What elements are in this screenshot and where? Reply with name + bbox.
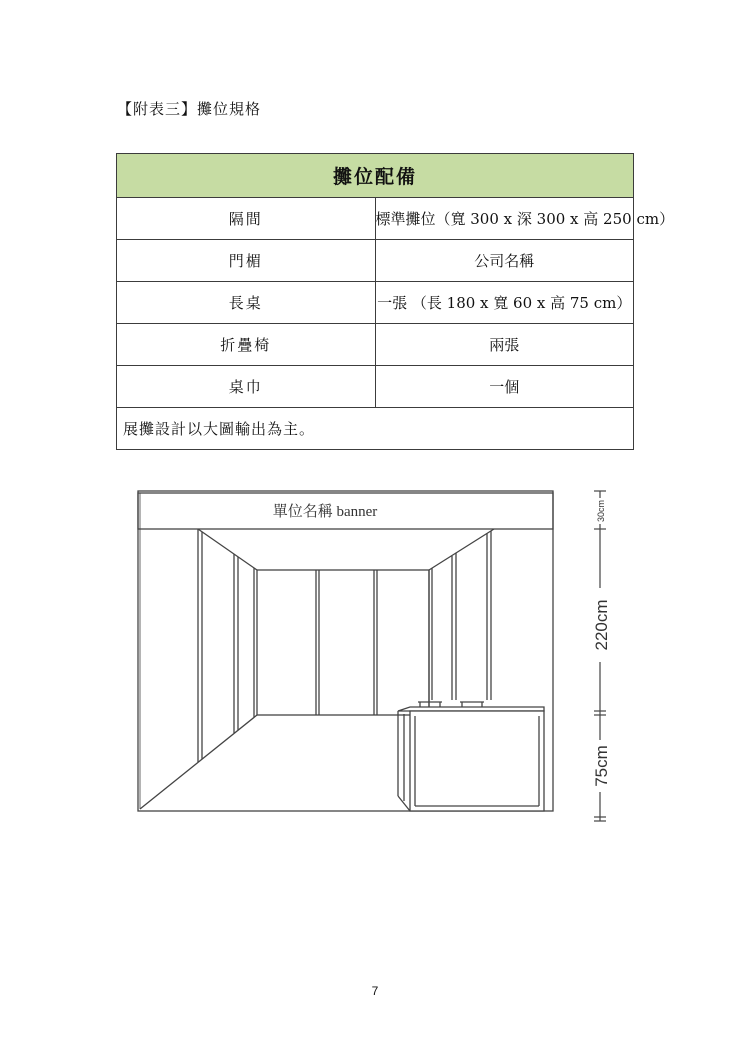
dimension-30cm: 30cm bbox=[596, 499, 606, 523]
table-row bbox=[117, 240, 634, 282]
row-label: 桌巾 bbox=[117, 366, 376, 408]
back-wall bbox=[257, 570, 429, 715]
row-label: 長桌 bbox=[117, 282, 376, 324]
table-note: 展攤設計以大圖輸出為主。 bbox=[117, 408, 634, 450]
table-row bbox=[117, 198, 634, 240]
dimension-75cm: 75cm bbox=[592, 745, 611, 787]
counter-table bbox=[398, 707, 544, 811]
folding-chairs bbox=[418, 702, 484, 707]
row-value: 一個 bbox=[375, 366, 634, 408]
row-value: 兩張 bbox=[375, 324, 634, 366]
table-row bbox=[117, 324, 634, 366]
banner-label: 單位名稱 banner bbox=[272, 504, 378, 520]
table-header-row bbox=[117, 154, 634, 198]
row-label: 門楣 bbox=[117, 240, 376, 282]
booth-spec-table bbox=[116, 153, 675, 450]
row-value: 一張 （長 180 x 寬 60 x 高 75 cm） bbox=[375, 282, 634, 324]
row-value: 標準攤位（寬 300 x 深 300 x 高 250 cm） bbox=[375, 198, 634, 240]
table-row bbox=[117, 282, 634, 324]
appendix-heading: 【附表三】攤位規格 bbox=[117, 100, 262, 118]
table-header: 攤位配備 bbox=[117, 154, 634, 198]
row-label: 隔間 bbox=[117, 198, 376, 240]
table-note-row bbox=[117, 408, 634, 450]
booth-diagram bbox=[120, 478, 620, 828]
page-number: 7 bbox=[371, 984, 379, 998]
row-value: 公司名稱 bbox=[375, 240, 634, 282]
dimension-220cm: 220cm bbox=[592, 599, 611, 651]
table-row bbox=[117, 366, 634, 408]
row-label: 折疊椅 bbox=[117, 324, 376, 366]
